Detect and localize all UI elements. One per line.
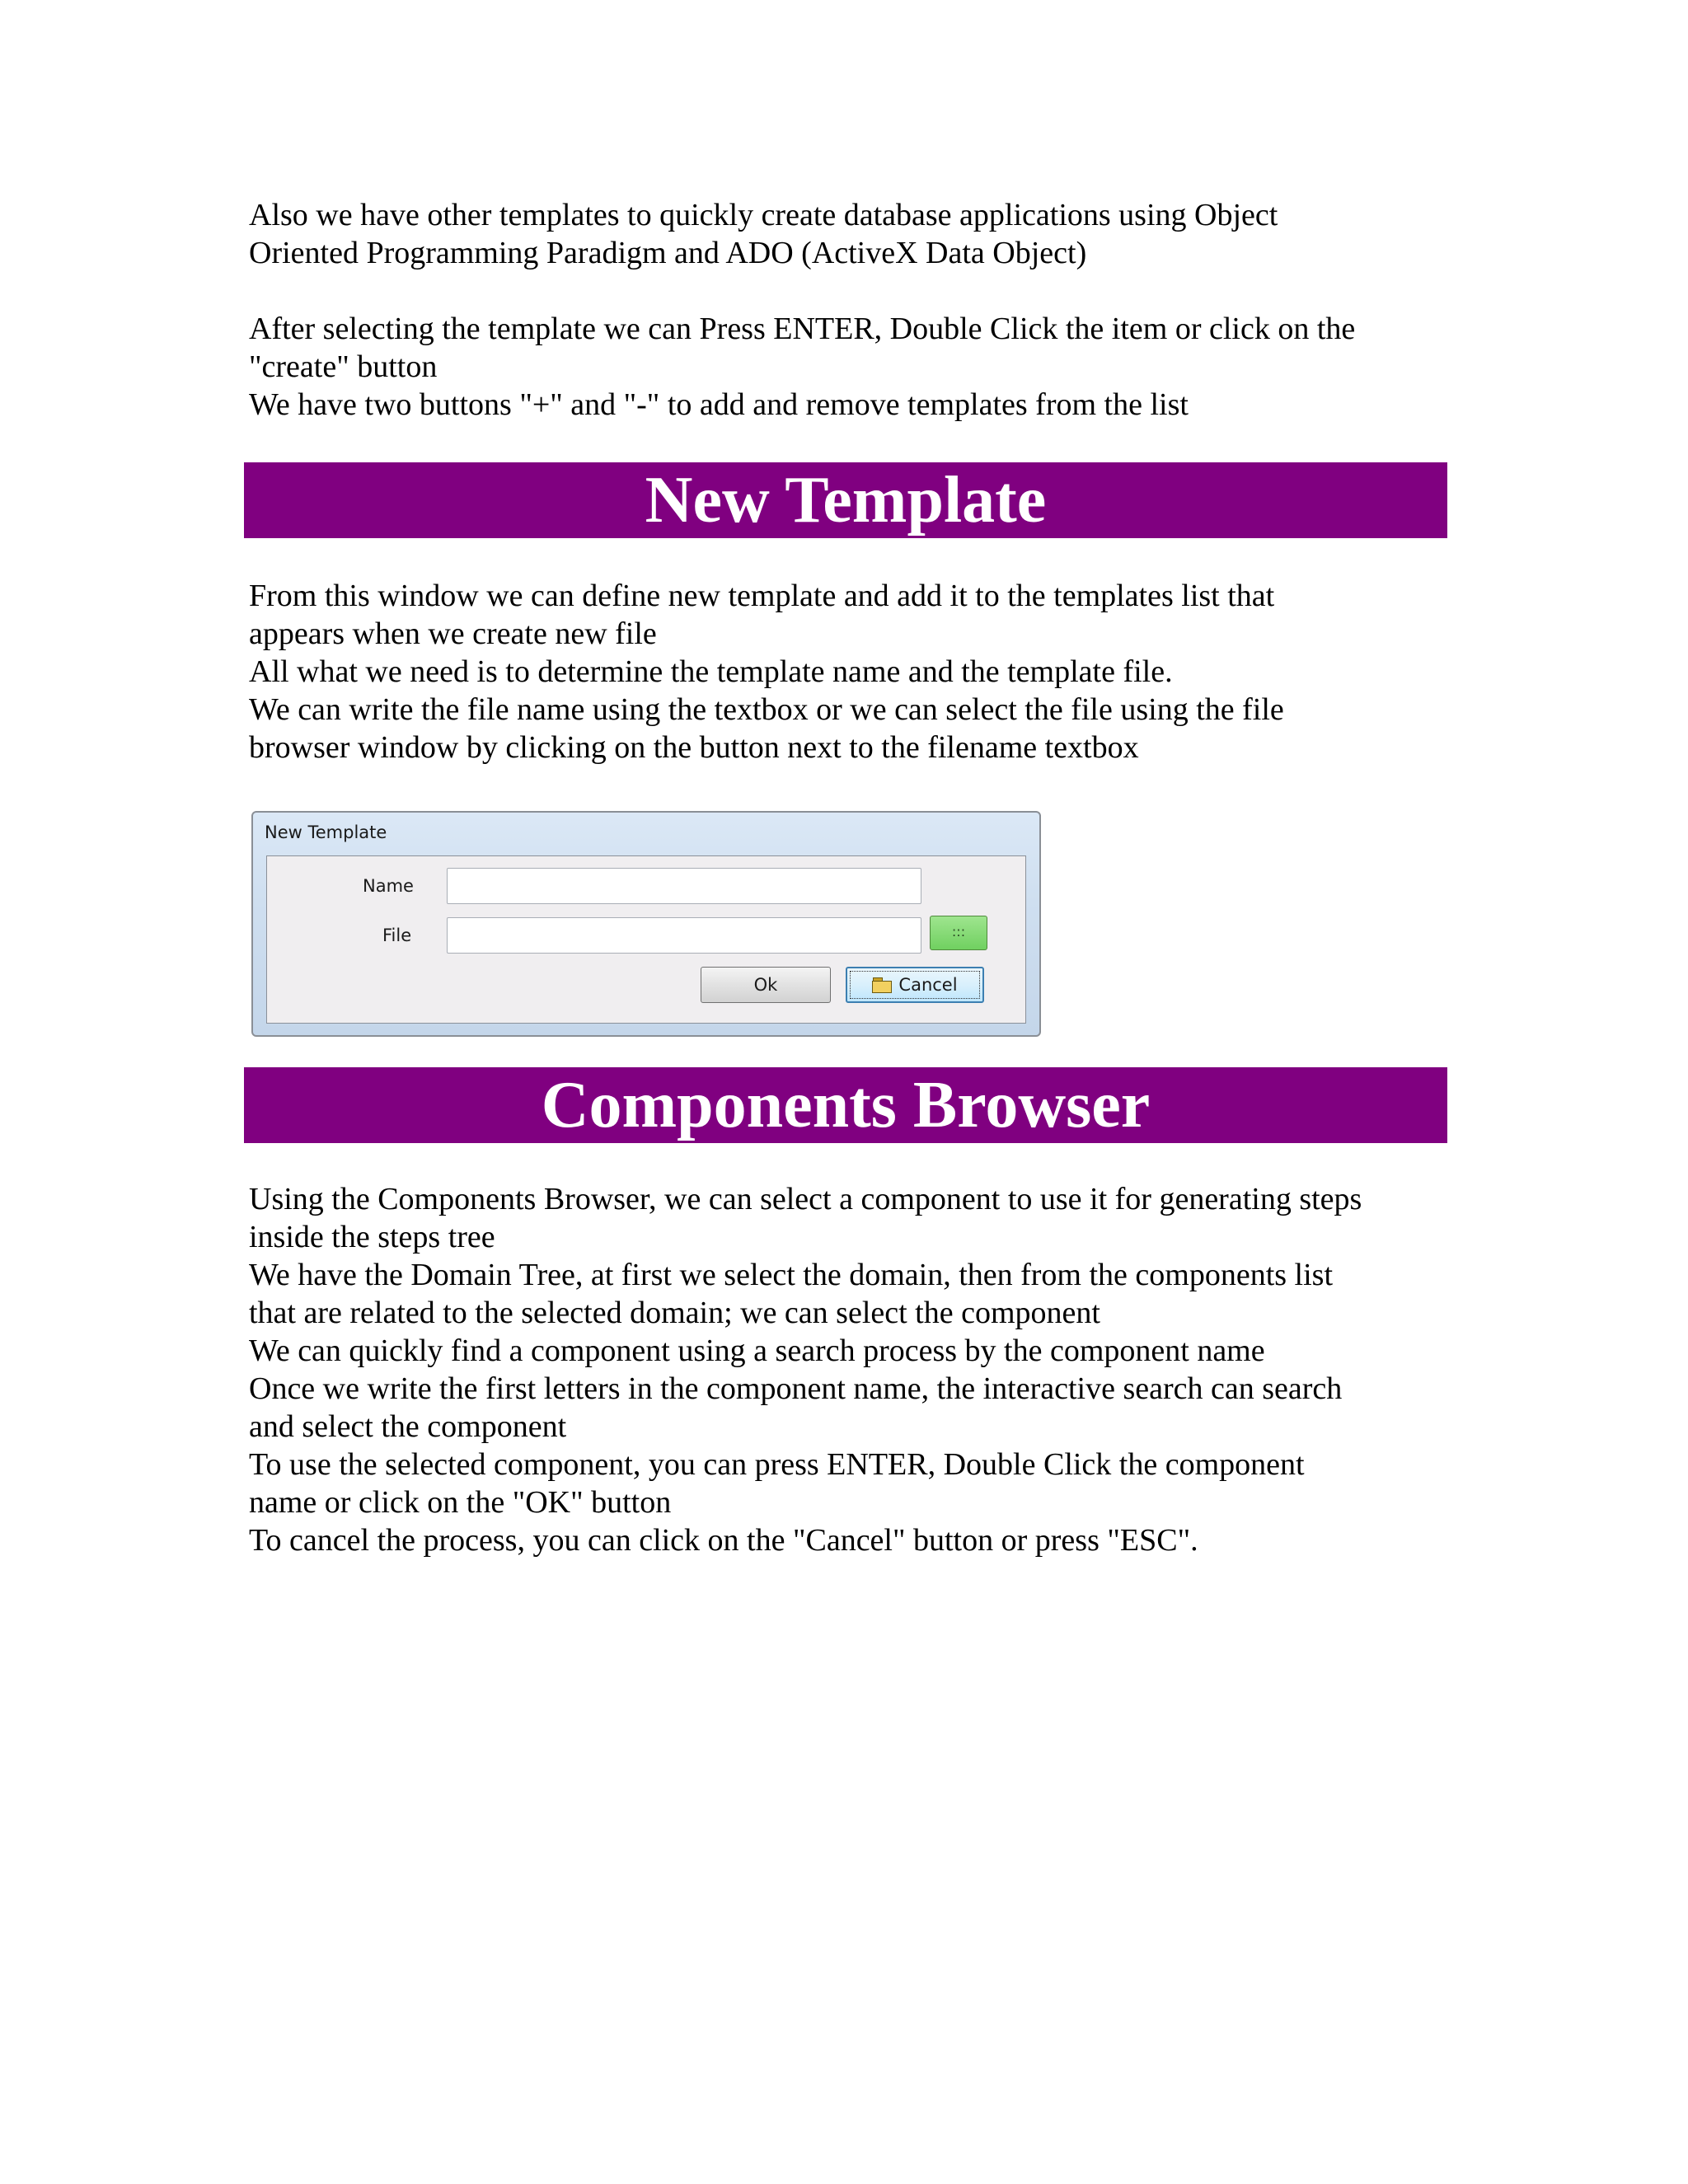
- new-template-line: From this window we can define new template and add it to the templates list that: [249, 579, 1275, 613]
- new-template-line: appears when we create new file: [249, 616, 657, 651]
- components-browser-heading: Components Browser: [244, 1067, 1447, 1143]
- new-template-heading: New Template: [244, 462, 1447, 538]
- intro-line: Also we have other templates to quickly create database applications using Object: [249, 198, 1278, 232]
- file-input[interactable]: [447, 917, 921, 954]
- new-template-dialog: [251, 811, 1041, 1037]
- components-line: We can quickly find a component using a search process by the component name: [249, 1333, 1265, 1368]
- cancel-button-label: Cancel: [898, 975, 958, 995]
- selection-line: "create" button: [249, 349, 438, 384]
- file-label: File: [382, 926, 412, 945]
- focus-rectangle: [850, 971, 980, 999]
- selection-line: After selecting the template we can Press ENTER, Double Click the item or click on the: [249, 312, 1356, 346]
- components-browser-paragraph: [249, 1180, 1452, 1559]
- components-line: and select the component: [249, 1409, 567, 1444]
- new-template-paragraph: [249, 577, 1452, 766]
- name-input[interactable]: [447, 868, 921, 904]
- browse-file-button[interactable]: :::: [930, 916, 987, 950]
- dialog-body: [266, 855, 1026, 1024]
- new-template-line: All what we need is to determine the template name and the template file.: [249, 654, 1173, 689]
- cancel-button[interactable]: [846, 967, 984, 1003]
- folder-icon: [872, 977, 892, 992]
- dialog-title: New Template: [265, 823, 387, 842]
- components-line: inside the steps tree: [249, 1220, 495, 1254]
- new-template-line: browser window by clicking on the button next to the filename textbox: [249, 730, 1139, 765]
- intro-line: Oriented Programming Paradigm and ADO (ActiveX Data Object): [249, 236, 1087, 270]
- ok-button[interactable]: Ok: [701, 967, 831, 1003]
- components-line: We have the Domain Tree, at first we select the domain, then from the components list: [249, 1258, 1334, 1292]
- new-template-line: We can write the file name using the textbox or we can select the file using the file: [249, 692, 1284, 727]
- components-line: name or click on the "OK" button: [249, 1485, 672, 1520]
- components-line: Using the Components Browser, we can select a component to use it for generating steps: [249, 1182, 1362, 1216]
- selection-line: We have two buttons "+" and "-" to add and remove templates from the list: [249, 387, 1189, 422]
- components-line: Once we write the first letters in the component name, the interactive search can search: [249, 1371, 1343, 1406]
- selection-paragraph: [249, 310, 1452, 424]
- components-line: To use the selected component, you can press ENTER, Double Click the component: [249, 1447, 1305, 1482]
- components-line: that are related to the selected domain; we can select the component: [249, 1296, 1100, 1330]
- name-label: Name: [363, 876, 414, 896]
- intro-paragraph: [249, 196, 1452, 272]
- components-line: To cancel the process, you can click on the "Cancel" button or press "ESC".: [249, 1523, 1198, 1558]
